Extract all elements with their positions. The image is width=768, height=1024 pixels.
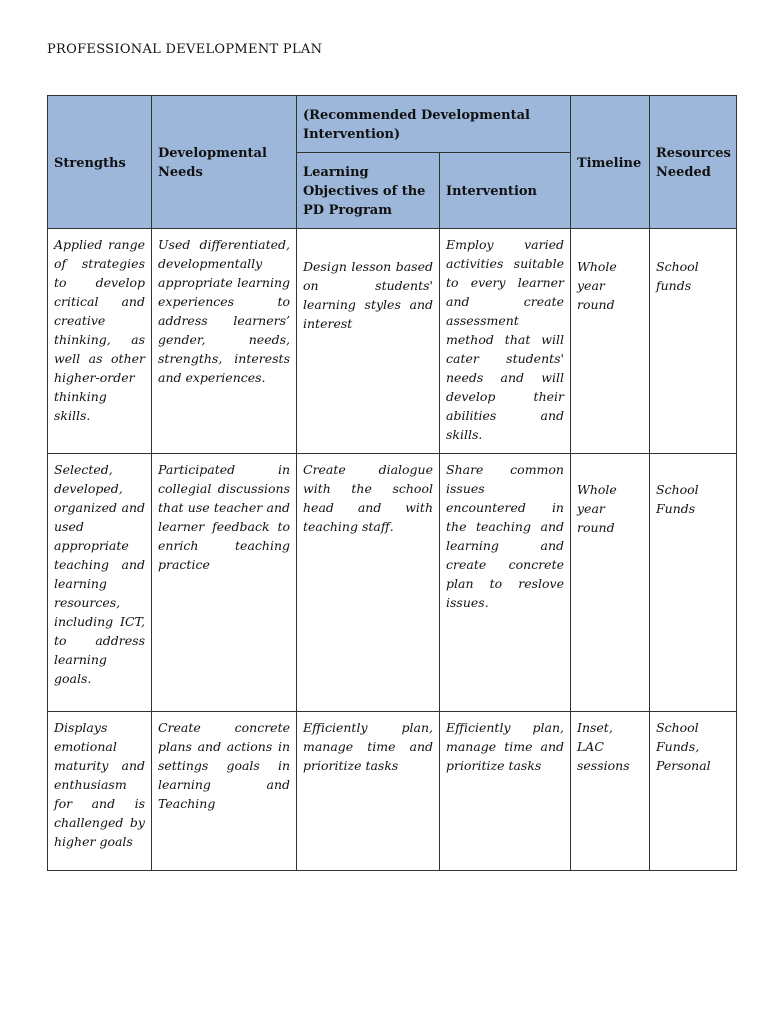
cell-developmental-needs: Create concrete plans and actions in settings goals in learning and Teaching: [152, 712, 297, 871]
header-learning-objectives: Learning Objectives of the PD Program: [297, 153, 440, 229]
cell-timeline: Whole year round: [571, 229, 650, 454]
cell-learning-objectives: Design lesson based on students' learning styles and interest: [297, 229, 440, 454]
cell-strengths: Selected, developed, organized and used appropriate teaching and learning resources, including ICT, to address learning goals.: [48, 454, 152, 712]
table-row: [48, 712, 737, 871]
cell-timeline: Whole year round: [571, 454, 650, 712]
table-row: [48, 454, 737, 712]
cell-intervention: Employ varied activities suitable to every learner and create assessment method that will cater students' needs and will develop their abilities and skills.: [440, 229, 571, 454]
table-row: [48, 229, 737, 454]
cell-learning-objectives: Create dialogue with the school head and with teaching staff.: [297, 454, 440, 712]
header-strengths: Strengths: [48, 96, 152, 229]
cell-resources: School Funds, Personal: [650, 712, 737, 871]
cell-learning-objectives: Efficiently plan, manage time and prioritize tasks: [297, 712, 440, 871]
cell-developmental-needs: Participated in collegial discussions that use teacher and learner feedback to enrich teaching practice: [152, 454, 297, 712]
header-resources-needed: Resources Needed: [650, 96, 737, 229]
cell-strengths: Applied range of strategies to develop critical and creative thinking, as well as other higher-order thinking skills.: [48, 229, 152, 454]
cell-intervention: Efficiently plan, manage time and prioritize tasks: [440, 712, 571, 871]
header-developmental-needs: Developmental Needs: [152, 96, 297, 229]
cell-strengths: Displays emotional maturity and enthusiasm for and is challenged by higher goals: [48, 712, 152, 871]
cell-timeline: Inset, LAC sessions: [571, 712, 650, 871]
header-intervention: Intervention: [440, 153, 571, 229]
header-recommended-intervention: (Recommended Developmental Intervention): [297, 96, 571, 153]
cell-developmental-needs: Used differentiated, developmentally appropriate learning experiences to address learners’ gender, needs, strengths, interests and experiences.: [152, 229, 297, 454]
table-header: [48, 96, 737, 229]
cell-intervention: Share common issues encountered in the teaching and learning and create concrete plan to reslove issues.: [440, 454, 571, 712]
cell-resources: School funds: [650, 229, 737, 454]
cell-resources: School Funds: [650, 454, 737, 712]
document-title: PROFESSIONAL DEVELOPMENT PLAN: [47, 42, 323, 57]
professional-development-plan-table: [47, 95, 737, 871]
header-timeline: Timeline: [571, 96, 650, 229]
